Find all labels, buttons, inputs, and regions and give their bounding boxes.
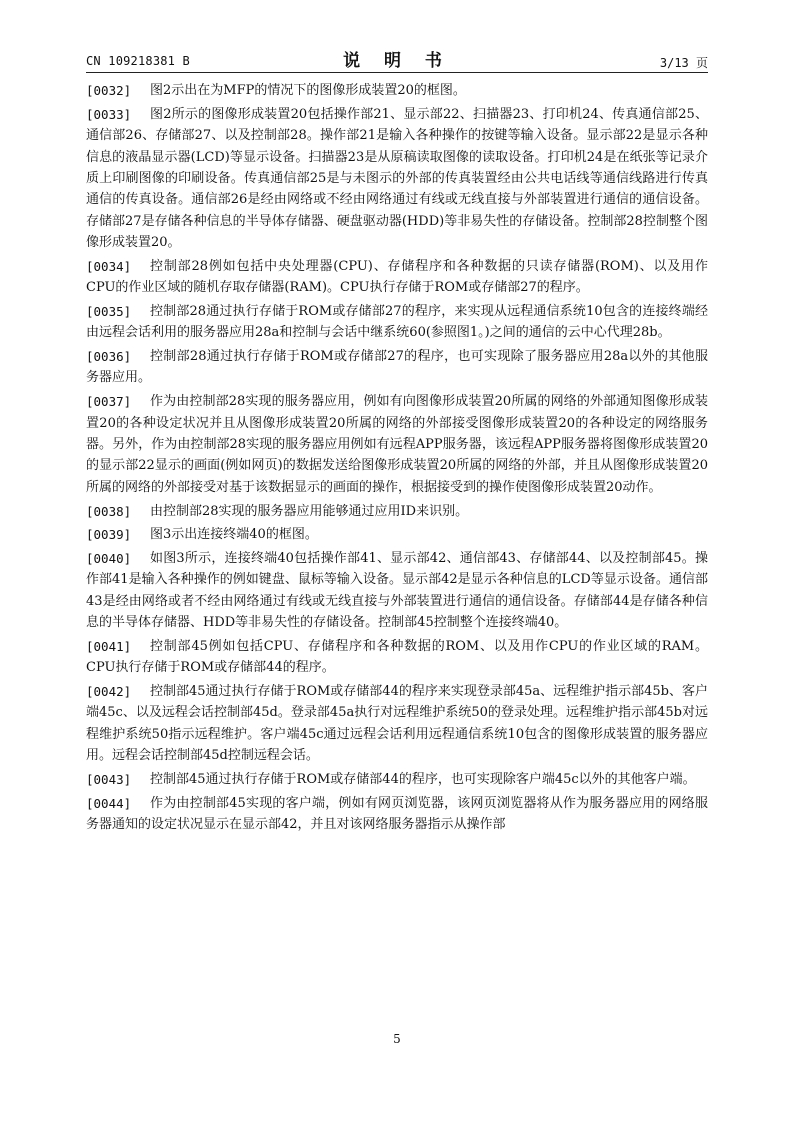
paragraph-text: 控制部45例如包括CPU、存储程序和各种数据的ROM、以及用作CPU的作业区域的RAM。CPU执行存储于ROM或存储部44的程序。 (86, 638, 708, 676)
paragraph-text: 作为由控制部45实现的客户端，例如有网页浏览器，该网页浏览器将从作为服务器应用的网络服务器通知的设定状况显示在显示部42，并且对该网络服务器指示从操作部 (86, 795, 708, 832)
paragraph-number: [0042] (86, 683, 132, 699)
paragraph-0033 (86, 104, 708, 254)
paragraph-0034 (86, 256, 708, 299)
paragraph-text: 如图3所示，连接终端40包括操作部41、显示部42、通信部43、存储部44、以及控制部45。操作部41是输入各种操作的例如键盘、鼠标等输入设备。显示部42是显示各种信息的LCD等显示设备。通信部43是经由网络或者不经由网络通过有线或无线直接与外部装置进行通信的通信设备。存储部44是存储各种信息的半导体存储器、HDD等非易失性的存储设备。控制部45控制整个连接终端40。 (86, 550, 708, 631)
paragraph-0036 (86, 346, 708, 389)
paragraph-text: 图2所示的图像形成装置20包括操作部21、显示部22、扫描器23、打印机24、传真通信部25、通信部26、存储部27、以及控制部28。操作部21是输入各种操作的按键等输入设备。显示部22是显示各种信息的液晶显示器(LCD)等显示设备。扫描器23是从原稿读取图像的读取设备。打印机24是在纸张等记录介质上印刷图像的印刷设备。传真通信部25是与未图示的外部的传真装置经由公共电话线等通信线路进行传真通信的传真设备。通信部26是经由网络或不经由网络通过有线或无线直接与外部装置进行通信的通信设备。存储部27是存储各种信息的半导体存储器、硬盘驱动器(HDD)等非易失性的存储设备。控制部28控制整个图像形成装置20。 (86, 106, 708, 251)
paragraph-0042 (86, 681, 708, 767)
paragraph-number: [0033] (86, 106, 132, 122)
paragraph-0040 (86, 548, 708, 634)
paragraph-number: [0044] (86, 795, 132, 811)
paragraph-text: 图2示出在为MFP的情况下的图像形成装置20的框图。 (150, 83, 466, 98)
paragraph-number: [0038] (86, 503, 132, 519)
paragraph-0044 (86, 793, 708, 836)
paragraph-0032 (86, 80, 708, 101)
paragraph-number: [0032] (86, 83, 132, 98)
paragraph-number: [0035] (86, 303, 132, 319)
paragraph-text: 控制部45通过执行存储于ROM或存储部44的程序，也可实现除客户端45c以外的其他客户端。 (150, 771, 696, 787)
paragraph-number: [0039] (86, 527, 132, 543)
paragraph-0041 (86, 636, 708, 679)
paragraph-0038 (86, 501, 708, 522)
paragraph-number: [0040] (86, 550, 132, 566)
paragraph-text: 控制部28通过执行存储于ROM或存储部27的程序，来实现从远程通信系统10包含的连接终端经由远程会话利用的服务器应用28a和控制与会话中继系统60(参照图1。)之间的通信的云中心代理28b。 (86, 303, 708, 341)
paragraph-0043 (86, 769, 708, 790)
paragraph-text: 控制部28例如包括中央处理器(CPU)、存储程序和各种数据的只读存储器(ROM)、以及用作CPU的作业区域的随机存取存储器(RAM)。CPU执行存储于ROM或存储部27的程序。 (86, 258, 708, 296)
page-header (86, 46, 708, 72)
paragraph-0035 (86, 301, 708, 344)
paragraph-text: 控制部28通过执行存储于ROM或存储部27的程序，也可实现除了服务器应用28a以外的其他服务器应用。 (86, 349, 708, 386)
patent-number: CN 109218381 B (86, 54, 190, 68)
paragraph-number: [0036] (86, 349, 132, 365)
paragraph-number: [0037] (86, 394, 132, 410)
paragraph-text: 作为由控制部28实现的服务器应用，例如有向图像形成装置20所属的网络的外部通知图像形成装置20的各种设定状况并且从图像形成装置20所属的网络的外部接受图像形成装置20的各种设定的网络服务器。另外，作为由控制部28实现的服务器应用例如有远程APP服务器，该远程APP服务器将图像形成装置20的显示部22显示的画面(例如网页)的数据发送给图像形成装置20所属的网络的外部，并且从图像形成装置20所属的网络的外部接受对基于该数据显示的画面的操作，根据接受到的操作使图像形成装置20动作。 (86, 394, 708, 495)
header-divider (86, 72, 708, 73)
paragraph-text: 图3示出连接终端40的框图。 (150, 527, 318, 543)
paragraph-text: 由控制部28实现的服务器应用能够通过应用ID来识别。 (150, 503, 469, 519)
paragraph-0037 (86, 391, 708, 498)
paragraph-text: 控制部45通过执行存储于ROM或存储部44的程序来实现登录部45a、远程维护指示部45b、客户端45c、以及远程会话控制部45d。登录部45a执行对远程维护系统50的登录处理。远程维护指示部45b对远程维护系统50指示远程维护。客户端45c通过远程会话利用远程通信系统10包含的图像形成装置的服务器应用。远程会话控制部45d控制远程会话。 (86, 683, 708, 764)
paragraph-number: [0043] (86, 771, 132, 787)
page-number: 5 (393, 1032, 401, 1046)
paragraph-number: [0041] (86, 638, 132, 654)
page-indicator: 3/13 页 (659, 56, 708, 70)
paragraph-0039 (86, 524, 708, 545)
document-body (86, 80, 708, 838)
paragraph-number: [0034] (86, 258, 132, 274)
document-title: 说 明 书 (343, 51, 451, 71)
